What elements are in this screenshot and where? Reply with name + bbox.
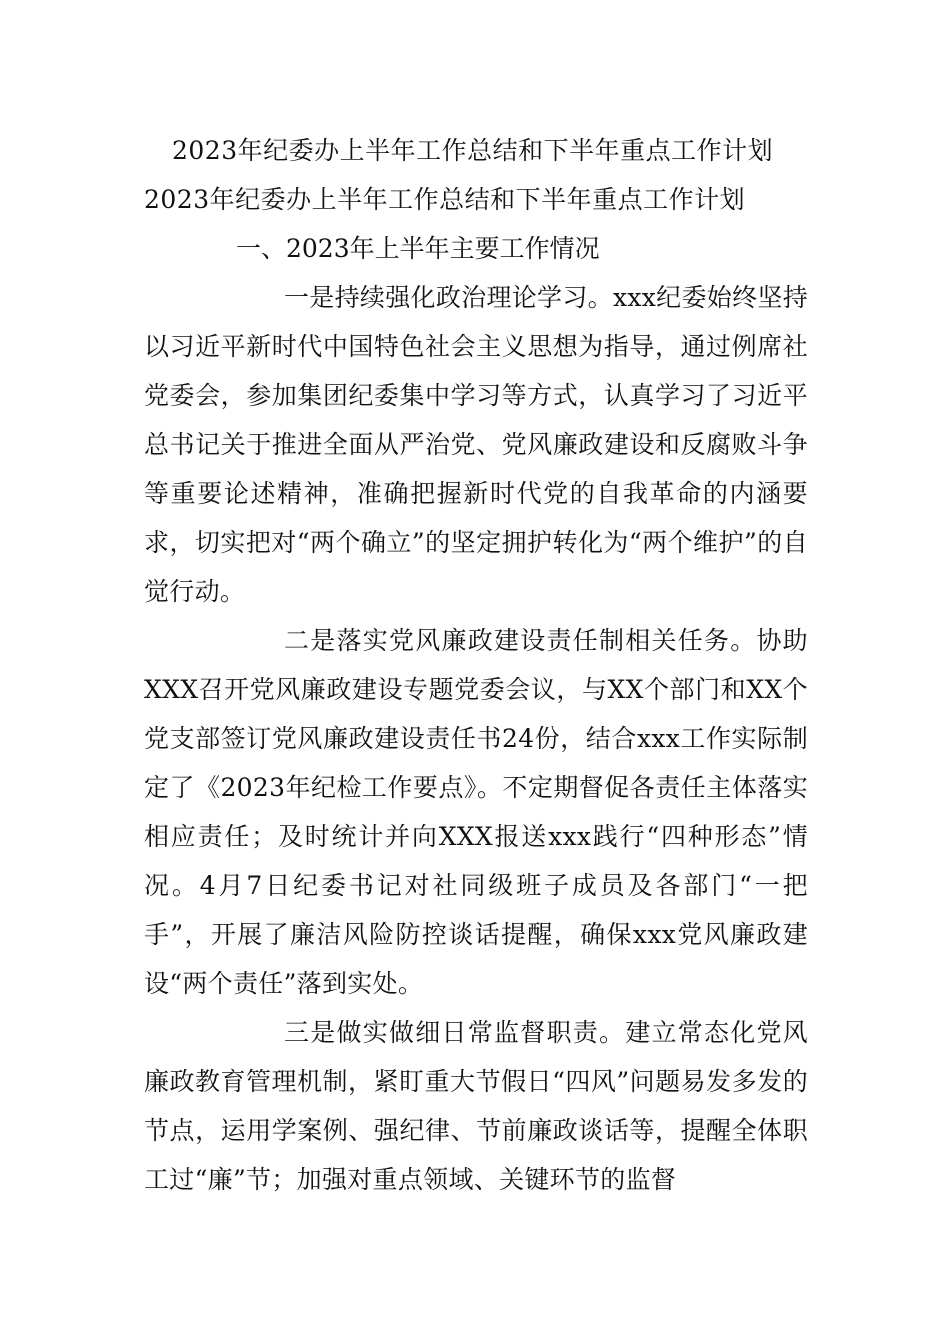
section-heading: 一、2023年上半年主要工作情况 <box>236 234 600 263</box>
document-title: 2023年纪委办上半年工作总结和下半年重点工作计划 <box>172 136 774 165</box>
paragraph-political-study: 一是持续强化政治理论学习。xxx纪委始终坚持以习近平新时代中国特色社会主义思想为指导，通过例席社党委会，参加集团纪委集中学习等方式，认真学习了习近平总书记关于推进全面从严治党、党风廉政建设和反腐败斗争等重要论述精神，准确把握新时代党的自我革命的内涵要求，切实把对“两个确立”的坚定拥护转化为“两个维护”的自觉行动。 <box>144 283 808 606</box>
paragraph-responsibility-tasks: 二是落实党风廉政建设责任制相关任务。协助XXX召开党风廉政建设专题党委会议，与XX个部门和XX个党支部签订党风廉政建设责任书24份，结合xxx工作实际制定了《2023年纪检工作要点》。不定期督促各责任主体落实相应责任；及时统计并向XXX报送xxx践行“四种形态”情况。4月7日纪委书记对社同级班子成员及各部门“一把手”，开展了廉洁风险防控谈话提醒，确保xxx党风廉政建设“两个责任”落到实处。 <box>144 626 808 998</box>
document-body <box>144 126 808 1204</box>
document-subtitle: 2023年纪委办上半年工作总结和下半年重点工作计划 <box>144 185 746 214</box>
paragraph-daily-supervision: 三是做实做细日常监督职责。建立常态化党风廉政教育管理机制，紧盯重大节假日“四风”问题易发多发的节点，运用学案例、强纪律、节前廉政谈话等，提醒全体职工过“廉”节；加强对重点领域、关键环节的监督 <box>144 1018 808 1194</box>
